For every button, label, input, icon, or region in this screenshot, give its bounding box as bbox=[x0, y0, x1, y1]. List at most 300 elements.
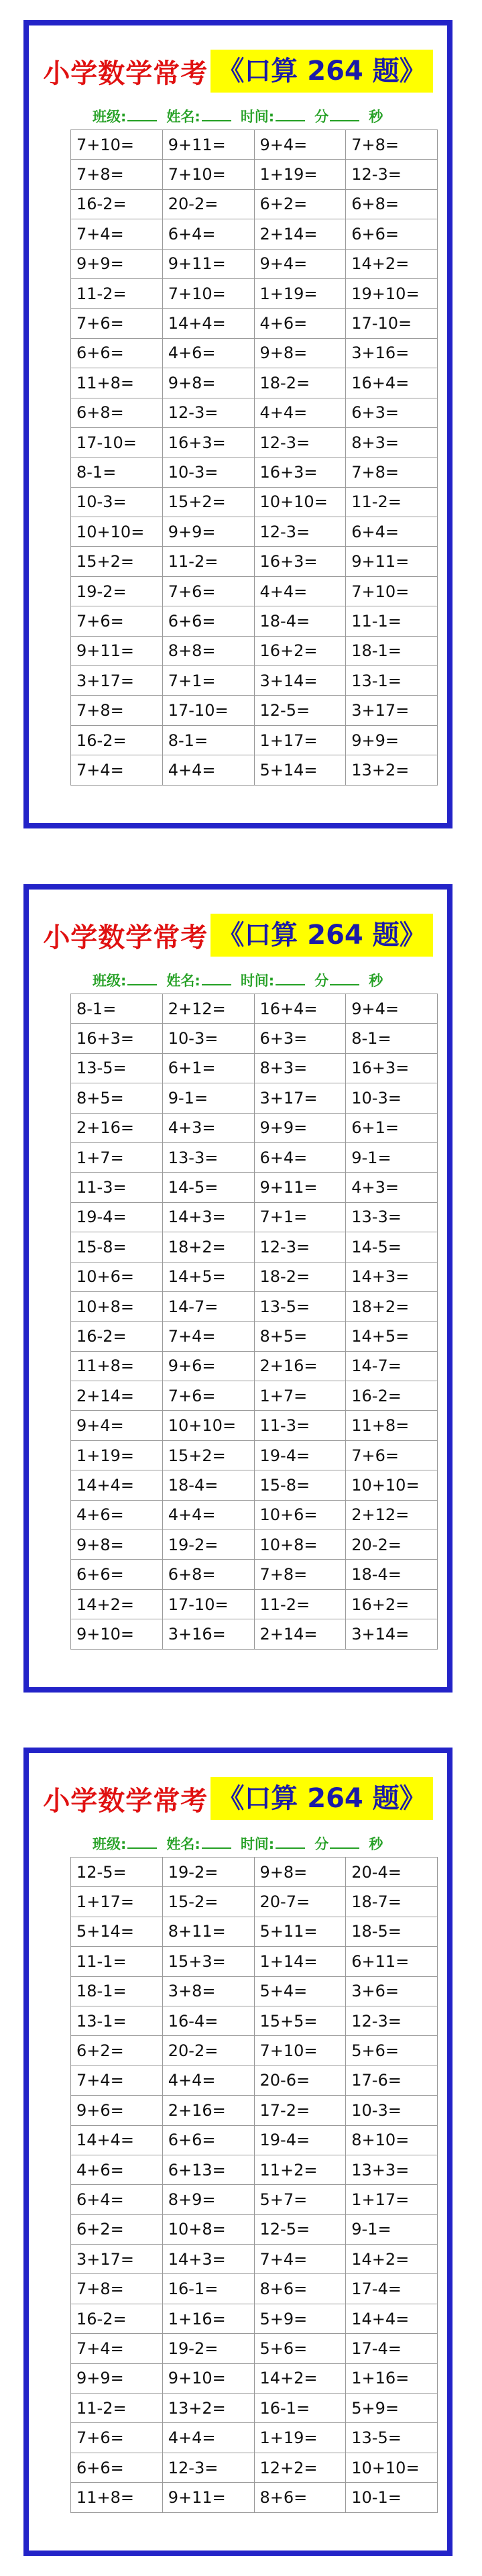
problem-cell: 9+9= bbox=[254, 1113, 346, 1142]
problem-cell: 13-1= bbox=[346, 666, 438, 696]
problem-cell: 18-4= bbox=[346, 1560, 438, 1589]
problem-cell: 9+9= bbox=[346, 725, 438, 755]
problem-cell: 14-7= bbox=[162, 1291, 254, 1321]
problem-cell: 12-3= bbox=[162, 398, 254, 427]
table-row bbox=[71, 1947, 438, 1976]
table-row bbox=[71, 427, 438, 457]
problem-cell: 3+17= bbox=[254, 1083, 346, 1113]
info-row bbox=[93, 970, 420, 990]
problem-cell: 9+9= bbox=[71, 249, 163, 278]
problem-cell: 7+8= bbox=[254, 1560, 346, 1589]
problem-cell: 10-3= bbox=[71, 487, 163, 517]
problem-cell: 10-3= bbox=[162, 458, 254, 487]
problem-cell: 14+2= bbox=[346, 249, 438, 278]
problem-cell: 6+6= bbox=[71, 1560, 163, 1589]
table-row bbox=[71, 1470, 438, 1500]
problem-cell: 6+2= bbox=[254, 189, 346, 219]
table-row bbox=[71, 2304, 438, 2333]
problem-cell: 17-4= bbox=[346, 2334, 438, 2363]
blank-line[interactable] bbox=[127, 1835, 157, 1849]
problem-cell: 5+9= bbox=[346, 2394, 438, 2423]
problem-cell: 11-2= bbox=[71, 278, 163, 308]
problem-cell: 4+3= bbox=[346, 1173, 438, 1202]
problem-cell: 9+8= bbox=[254, 1858, 346, 1887]
problem-cell: 4+6= bbox=[162, 338, 254, 368]
problem-cell: 5+11= bbox=[254, 1917, 346, 1946]
table-row bbox=[71, 1262, 438, 1291]
problem-cell: 16-4= bbox=[162, 2006, 254, 2035]
problem-cell: 6+6= bbox=[346, 219, 438, 249]
problem-cell: 12-3= bbox=[254, 1232, 346, 1262]
problem-cell: 16+4= bbox=[254, 994, 346, 1024]
page-title: 小学数学常考 bbox=[43, 58, 208, 89]
problem-cell: 9+11= bbox=[71, 636, 163, 665]
table-row bbox=[71, 1142, 438, 1172]
problem-cell: 17-10= bbox=[162, 696, 254, 725]
problem-cell: 12+2= bbox=[254, 2453, 346, 2482]
problem-cell: 10-3= bbox=[162, 1024, 254, 1053]
problem-cell: 11-2= bbox=[162, 547, 254, 576]
table-row bbox=[71, 1619, 438, 1649]
problem-cell: 10-3= bbox=[346, 1083, 438, 1113]
info-row bbox=[93, 1833, 420, 1854]
problem-cell: 17-10= bbox=[346, 309, 438, 338]
problem-cell: 3+16= bbox=[162, 1619, 254, 1649]
table-row bbox=[71, 994, 438, 1024]
problem-cell: 9+11= bbox=[162, 249, 254, 278]
table-row bbox=[71, 1202, 438, 1232]
problem-cell: 9-1= bbox=[346, 1142, 438, 1172]
problem-cell: 8+5= bbox=[254, 1322, 346, 1351]
table-row bbox=[71, 1560, 438, 1589]
problem-cell: 14+4= bbox=[346, 2304, 438, 2333]
problem-cell: 6+2= bbox=[71, 2036, 163, 2065]
table-row bbox=[71, 2394, 438, 2423]
problem-cell: 14+3= bbox=[162, 2245, 254, 2274]
title-row bbox=[29, 910, 447, 961]
blank-line[interactable] bbox=[202, 108, 231, 121]
problem-cell: 7+8= bbox=[346, 130, 438, 160]
problem-cell: 16-2= bbox=[346, 1381, 438, 1411]
table-row bbox=[71, 219, 438, 249]
problem-cell: 12-5= bbox=[254, 696, 346, 725]
table-row bbox=[71, 1887, 438, 1917]
problem-cell: 7+8= bbox=[346, 458, 438, 487]
worksheet-page-1 bbox=[23, 20, 453, 828]
table-row bbox=[71, 2155, 438, 2184]
table-row bbox=[71, 636, 438, 665]
problem-cell: 20-4= bbox=[346, 1858, 438, 1887]
table-row bbox=[71, 249, 438, 278]
table-row bbox=[71, 2274, 438, 2304]
name-label: 姓名: bbox=[166, 1836, 200, 1852]
problem-cell: 20-7= bbox=[254, 1887, 346, 1917]
table-row bbox=[71, 398, 438, 427]
problem-cell: 9+4= bbox=[71, 1411, 163, 1440]
problem-cell: 4+4= bbox=[162, 755, 254, 785]
problem-cell: 5+9= bbox=[254, 2304, 346, 2333]
problem-cell: 7+10= bbox=[346, 576, 438, 606]
table-row bbox=[71, 725, 438, 755]
problem-cell: 15+5= bbox=[254, 2006, 346, 2035]
problem-cell: 18+2= bbox=[346, 1291, 438, 1321]
problem-cell: 15-8= bbox=[71, 1232, 163, 1262]
problem-cell: 19-4= bbox=[71, 1202, 163, 1232]
table-row bbox=[71, 1232, 438, 1262]
problem-cell: 10+6= bbox=[254, 1500, 346, 1529]
problem-cell: 14-5= bbox=[346, 1232, 438, 1262]
table-row bbox=[71, 755, 438, 785]
problem-cell: 16+3= bbox=[254, 547, 346, 576]
problem-cell: 18-1= bbox=[71, 1976, 163, 2006]
problem-cell: 9+10= bbox=[71, 1619, 163, 1649]
problem-cell: 6+4= bbox=[254, 1142, 346, 1172]
problem-cell: 5+7= bbox=[254, 2185, 346, 2214]
problem-cell: 5+4= bbox=[254, 1976, 346, 2006]
table-row bbox=[71, 1530, 438, 1560]
problem-cell: 1+19= bbox=[254, 2423, 346, 2453]
problem-cell: 12-3= bbox=[346, 160, 438, 189]
problem-cell: 8+11= bbox=[162, 1917, 254, 1946]
problem-cell: 7+4= bbox=[162, 1322, 254, 1351]
worksheet-page-2 bbox=[23, 884, 453, 1693]
time-label: 时间: bbox=[240, 973, 275, 989]
problem-cell: 10+10= bbox=[162, 1411, 254, 1440]
problem-cell: 9+9= bbox=[71, 2363, 163, 2393]
problem-cell: 17-10= bbox=[162, 1589, 254, 1619]
problem-cell: 12-5= bbox=[71, 1858, 163, 1887]
problem-cell: 10+6= bbox=[71, 1262, 163, 1291]
problem-cell: 16+3= bbox=[162, 427, 254, 457]
table-row bbox=[71, 2363, 438, 2393]
table-row bbox=[71, 338, 438, 368]
table-row bbox=[71, 1024, 438, 1053]
problem-cell: 7+10= bbox=[254, 2036, 346, 2065]
problem-cell: 9+4= bbox=[254, 249, 346, 278]
minute-label: 分 bbox=[314, 1836, 329, 1852]
problem-cell: 13-5= bbox=[346, 2423, 438, 2453]
problem-cell: 8+10= bbox=[346, 2125, 438, 2155]
problem-cell: 10+10= bbox=[346, 1470, 438, 1500]
table-row bbox=[71, 1411, 438, 1440]
problem-cell: 14-5= bbox=[162, 1173, 254, 1202]
problem-cell: 11+8= bbox=[71, 368, 163, 398]
problem-cell: 3+16= bbox=[346, 338, 438, 368]
time-label: 时间: bbox=[240, 1836, 275, 1852]
title-row bbox=[29, 46, 447, 97]
problem-cell: 5+14= bbox=[254, 755, 346, 785]
problem-cell: 8+3= bbox=[346, 427, 438, 457]
problem-cell: 7+1= bbox=[162, 666, 254, 696]
blank-line[interactable] bbox=[202, 1835, 231, 1849]
problem-cell: 7+4= bbox=[254, 2245, 346, 2274]
problem-cell: 4+4= bbox=[162, 2065, 254, 2095]
problem-cell: 6+6= bbox=[71, 338, 163, 368]
problem-cell: 4+6= bbox=[254, 309, 346, 338]
problem-cell: 6+2= bbox=[71, 2214, 163, 2244]
problem-cell: 10-3= bbox=[346, 2096, 438, 2125]
problem-cell: 13-1= bbox=[71, 2006, 163, 2035]
table-row bbox=[71, 547, 438, 576]
problem-cell: 6+13= bbox=[162, 2155, 254, 2184]
problem-cell: 14-7= bbox=[346, 1351, 438, 1381]
problem-cell: 14+2= bbox=[254, 2363, 346, 2393]
table-row bbox=[71, 517, 438, 547]
problem-cell: 1+17= bbox=[254, 725, 346, 755]
problem-cell: 9+11= bbox=[162, 130, 254, 160]
problem-cell: 7+10= bbox=[162, 160, 254, 189]
problem-cell: 7+10= bbox=[162, 278, 254, 308]
problem-cell: 9+8= bbox=[162, 368, 254, 398]
table-row bbox=[71, 2096, 438, 2125]
problem-cell: 8-1= bbox=[162, 725, 254, 755]
problem-cell: 8+8= bbox=[162, 636, 254, 665]
problem-cell: 12-3= bbox=[254, 517, 346, 547]
problem-cell: 9-1= bbox=[162, 1083, 254, 1113]
blank-line[interactable] bbox=[127, 972, 157, 985]
problem-cell: 16+2= bbox=[346, 1589, 438, 1619]
worksheet-page-3 bbox=[23, 1748, 453, 2556]
problem-cell: 7+6= bbox=[71, 2423, 163, 2453]
problem-cell: 11-3= bbox=[71, 1173, 163, 1202]
problem-cell: 4+6= bbox=[71, 1500, 163, 1529]
problem-cell: 16-2= bbox=[71, 2304, 163, 2333]
problem-cell: 1+19= bbox=[71, 1440, 163, 1470]
table-row bbox=[71, 2006, 438, 2035]
table-row bbox=[71, 1083, 438, 1113]
second-label: 秒 bbox=[369, 1836, 383, 1852]
problem-cell: 12-3= bbox=[254, 427, 346, 457]
problem-cell: 1+17= bbox=[71, 1887, 163, 1917]
table-row bbox=[71, 1589, 438, 1619]
table-row bbox=[71, 606, 438, 636]
problem-cell: 13-3= bbox=[162, 1142, 254, 1172]
problem-cell: 7+4= bbox=[71, 755, 163, 785]
problem-cell: 7+6= bbox=[71, 606, 163, 636]
problem-cell: 9-1= bbox=[346, 2214, 438, 2244]
problem-cell: 6+6= bbox=[71, 2453, 163, 2482]
name-label: 姓名: bbox=[166, 973, 200, 989]
problem-cell: 6+1= bbox=[162, 1053, 254, 1083]
blank-line[interactable] bbox=[330, 1835, 359, 1849]
problem-cell: 7+4= bbox=[71, 2065, 163, 2095]
problem-cell: 6+8= bbox=[71, 398, 163, 427]
problem-cell: 3+17= bbox=[71, 666, 163, 696]
problem-cell: 8+5= bbox=[71, 1083, 163, 1113]
problem-cell: 18-4= bbox=[162, 1470, 254, 1500]
problem-cell: 16-2= bbox=[71, 725, 163, 755]
problem-cell: 15+3= bbox=[162, 1947, 254, 1976]
problem-cell: 13+3= bbox=[346, 2155, 438, 2184]
table-row bbox=[71, 1053, 438, 1083]
blank-line[interactable] bbox=[276, 1835, 305, 1849]
problem-cell: 3+17= bbox=[346, 696, 438, 725]
table-row bbox=[71, 458, 438, 487]
problem-cell: 5+6= bbox=[346, 2036, 438, 2065]
second-label: 秒 bbox=[369, 109, 383, 125]
problem-cell: 7+10= bbox=[71, 130, 163, 160]
problem-cell: 19-4= bbox=[254, 1440, 346, 1470]
problem-cell: 11-2= bbox=[254, 1589, 346, 1619]
problem-cell: 12-3= bbox=[162, 2453, 254, 2482]
problem-cell: 14+3= bbox=[346, 1262, 438, 1291]
info-row bbox=[93, 106, 420, 126]
problem-cell: 14+4= bbox=[162, 309, 254, 338]
problem-cell: 18-2= bbox=[254, 368, 346, 398]
problem-cell: 6+3= bbox=[346, 398, 438, 427]
table-row bbox=[71, 130, 438, 160]
table-row bbox=[71, 1917, 438, 1946]
problem-cell: 5+14= bbox=[71, 1917, 163, 1946]
problem-cell: 8-1= bbox=[346, 1024, 438, 1053]
problem-cell: 7+6= bbox=[162, 1381, 254, 1411]
problem-cell: 9+8= bbox=[254, 338, 346, 368]
table-row bbox=[71, 309, 438, 338]
problem-cell: 6+8= bbox=[346, 189, 438, 219]
problem-cell: 14+5= bbox=[162, 1262, 254, 1291]
table-row bbox=[71, 2423, 438, 2453]
problem-cell: 2+16= bbox=[162, 2096, 254, 2125]
problem-cell: 14+5= bbox=[346, 1322, 438, 1351]
problem-cell: 10+10= bbox=[254, 487, 346, 517]
problem-cell: 1+7= bbox=[71, 1142, 163, 1172]
problem-cell: 1+16= bbox=[346, 2363, 438, 2393]
problem-grid bbox=[70, 994, 438, 1650]
table-row bbox=[71, 2125, 438, 2155]
problem-cell: 16-1= bbox=[162, 2274, 254, 2304]
blank-line[interactable] bbox=[330, 972, 359, 985]
table-row bbox=[71, 696, 438, 725]
problem-cell: 18-7= bbox=[346, 1887, 438, 1917]
problem-cell: 4+4= bbox=[162, 2423, 254, 2453]
problem-cell: 16-2= bbox=[71, 1322, 163, 1351]
problem-cell: 1+7= bbox=[254, 1381, 346, 1411]
problem-cell: 15-2= bbox=[162, 1887, 254, 1917]
problem-cell: 4+4= bbox=[254, 576, 346, 606]
problem-cell: 8-1= bbox=[71, 458, 163, 487]
problem-cell: 8-1= bbox=[71, 994, 163, 1024]
problem-cell: 8+9= bbox=[162, 2185, 254, 2214]
problem-cell: 17-6= bbox=[346, 2065, 438, 2095]
table-row bbox=[71, 189, 438, 219]
problem-cell: 7+1= bbox=[254, 1202, 346, 1232]
problem-cell: 17-10= bbox=[71, 427, 163, 457]
table-row bbox=[71, 1976, 438, 2006]
problem-cell: 6+3= bbox=[254, 1024, 346, 1053]
problem-cell: 6+4= bbox=[162, 219, 254, 249]
problem-cell: 7+6= bbox=[71, 309, 163, 338]
problem-cell: 1+14= bbox=[254, 1947, 346, 1976]
problem-cell: 13-3= bbox=[346, 1202, 438, 1232]
problem-cell: 10+10= bbox=[71, 517, 163, 547]
problem-cell: 9+6= bbox=[162, 1351, 254, 1381]
problem-cell: 1+19= bbox=[254, 160, 346, 189]
problem-cell: 3+14= bbox=[254, 666, 346, 696]
problem-cell: 8+6= bbox=[254, 2483, 346, 2512]
problem-cell: 6+8= bbox=[162, 1560, 254, 1589]
problem-cell: 2+12= bbox=[346, 1500, 438, 1529]
table-row bbox=[71, 1500, 438, 1529]
problem-cell: 11-2= bbox=[71, 2394, 163, 2423]
blank-line[interactable] bbox=[202, 972, 231, 985]
problem-cell: 2+16= bbox=[71, 1113, 163, 1142]
table-row bbox=[71, 2245, 438, 2274]
problem-cell: 4+6= bbox=[71, 2155, 163, 2184]
blank-line[interactable] bbox=[276, 972, 305, 985]
problem-cell: 16+3= bbox=[71, 1024, 163, 1053]
problem-cell: 11-2= bbox=[346, 487, 438, 517]
problem-cell: 14+3= bbox=[162, 1202, 254, 1232]
blank-line[interactable] bbox=[127, 108, 157, 121]
problem-cell: 18-4= bbox=[254, 606, 346, 636]
problem-cell: 9+4= bbox=[254, 130, 346, 160]
problem-cell: 18-1= bbox=[346, 636, 438, 665]
second-label: 秒 bbox=[369, 973, 383, 989]
problem-cell: 7+4= bbox=[71, 2334, 163, 2363]
table-row bbox=[71, 2453, 438, 2482]
problem-cell: 8+3= bbox=[254, 1053, 346, 1083]
problem-cell: 13+2= bbox=[162, 2394, 254, 2423]
problem-cell: 16+2= bbox=[254, 636, 346, 665]
problem-cell: 20-6= bbox=[254, 2065, 346, 2095]
problem-cell: 2+12= bbox=[162, 994, 254, 1024]
minute-label: 分 bbox=[314, 973, 329, 989]
problem-grid bbox=[70, 1857, 438, 2513]
problem-cell: 7+4= bbox=[71, 219, 163, 249]
problem-cell: 1+19= bbox=[254, 278, 346, 308]
problem-cell: 6+4= bbox=[71, 2185, 163, 2214]
table-row bbox=[71, 666, 438, 696]
problem-cell: 1+16= bbox=[162, 2304, 254, 2333]
problem-cell: 15+2= bbox=[162, 487, 254, 517]
problem-cell: 9+11= bbox=[254, 1173, 346, 1202]
problem-cell: 11+8= bbox=[71, 1351, 163, 1381]
title-badge: 《口算 264 题》 bbox=[210, 914, 432, 957]
table-row bbox=[71, 576, 438, 606]
problem-cell: 10+8= bbox=[254, 1530, 346, 1560]
problem-cell: 4+4= bbox=[162, 1500, 254, 1529]
problem-cell: 11+8= bbox=[346, 1411, 438, 1440]
class-label: 班级: bbox=[93, 973, 127, 989]
table-row bbox=[71, 2065, 438, 2095]
table-row bbox=[71, 1173, 438, 1202]
problem-cell: 11+8= bbox=[71, 2483, 163, 2512]
problem-cell: 19-2= bbox=[162, 1858, 254, 1887]
problem-cell: 7+8= bbox=[71, 160, 163, 189]
problem-cell: 19-2= bbox=[162, 2334, 254, 2363]
table-row bbox=[71, 278, 438, 308]
problem-cell: 9+11= bbox=[162, 2483, 254, 2512]
problem-cell: 9+9= bbox=[162, 517, 254, 547]
problem-cell: 19-2= bbox=[162, 1530, 254, 1560]
title-row bbox=[29, 1773, 447, 1824]
problem-cell: 9+8= bbox=[71, 1530, 163, 1560]
problem-cell: 7+6= bbox=[346, 1440, 438, 1470]
blank-line[interactable] bbox=[276, 108, 305, 121]
table-row bbox=[71, 160, 438, 189]
page-title: 小学数学常考 bbox=[43, 1785, 208, 1817]
table-row bbox=[71, 2036, 438, 2065]
problem-cell: 20-2= bbox=[162, 189, 254, 219]
problem-cell: 10+10= bbox=[346, 2453, 438, 2482]
minute-label: 分 bbox=[314, 109, 329, 125]
page-title: 小学数学常考 bbox=[43, 922, 208, 953]
table-row bbox=[71, 1381, 438, 1411]
problem-cell: 4+3= bbox=[162, 1113, 254, 1142]
blank-line[interactable] bbox=[330, 108, 359, 121]
problem-cell: 11-3= bbox=[254, 1411, 346, 1440]
table-row bbox=[71, 1322, 438, 1351]
